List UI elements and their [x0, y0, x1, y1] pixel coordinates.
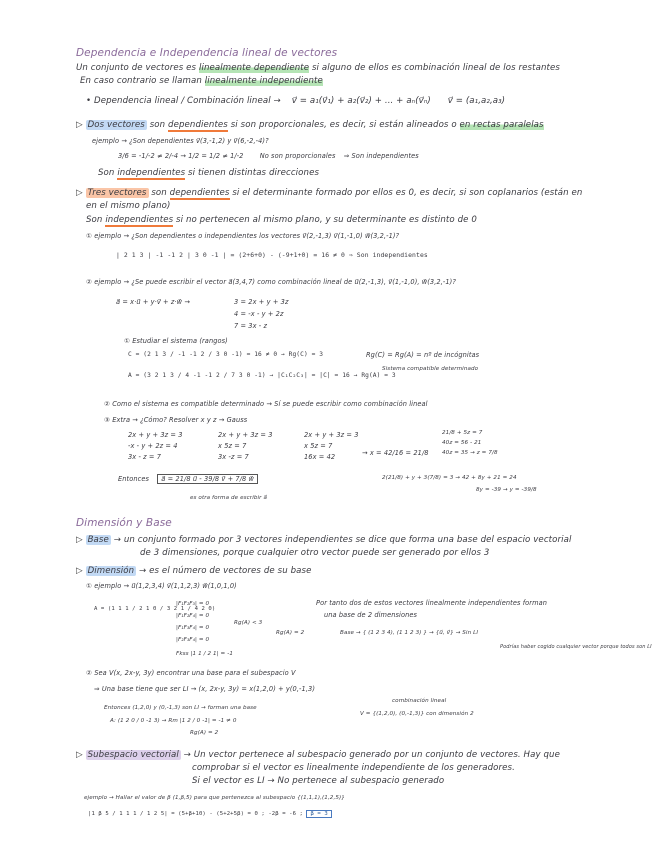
- ejemplo-1-noprop: No son proporcionales: [259, 152, 336, 160]
- ejemplo-3-eq: a⃗ = x·u⃗ + y·v⃗ + z·w⃗ →: [116, 298, 190, 306]
- gauss-r4: 2(21/8) + y + 3(7/8) = 3 → 42 + 8y + 21 = 24: [382, 475, 517, 481]
- dos-d: o: [451, 120, 457, 130]
- base-label: Base: [87, 535, 109, 545]
- ejemplo-5-f: Rg(A) = 2: [190, 730, 219, 736]
- ejemplo-4-t1: Por tanto dos de estos vectores linealmente independientes forman: [316, 599, 548, 607]
- ejemplo-1-calc: [118, 153, 419, 161]
- dos-vectores-label: Dos vectores: [87, 120, 145, 130]
- tres-c: si el determinante formado por ellos es 0, es decir, si son coplanarios (están en: [232, 188, 583, 198]
- indep-line: [98, 168, 319, 178]
- dimension-line: [76, 566, 311, 576]
- tres-indep-line: [86, 215, 477, 225]
- step-3: ③ Extra → ¿Cómo? Resolver x y z → Gauss: [104, 416, 248, 424]
- ejemplo-4-t3: Base → { (1 2 3 4), (1 1 2 3) } → {u⃗, v⃗} → Sin LI: [340, 630, 479, 636]
- entonces-note: es otra forma de escribir a⃗: [190, 495, 267, 501]
- ejemplo-2: ① ejemplo → ¿Son dependientes o independientes los vectores v⃗(2,-1,3) v⃗(1,-1,0) w⃗(3,2,-1)?: [86, 232, 400, 240]
- gauss-5: x 5z = 7: [218, 442, 247, 450]
- ejemplo-1: ejemplo → ¿Son dependientes v⃗(3,-1,2) y v⃗(6,-2,-4)?: [92, 137, 269, 145]
- intro-line-1: [76, 63, 560, 73]
- tres-vectores-label: Tres vectores: [87, 188, 147, 198]
- step-1-A: A = (3 2 1 3 / 4 -1 -1 2 / 7 3 0 -1) → |C₁C₂C₃| = |C| = 16 → Rg(A) = 3: [128, 372, 396, 379]
- dos-c: si son proporcionales, es decir, si están alineados: [230, 120, 449, 130]
- section-title-dimension: Dimensión y Base: [76, 517, 172, 529]
- ejemplo-5-b: combinación lineal: [392, 698, 447, 704]
- base-a: → un conjunto formado por 3 vectores independientes se dice que forma una base del espacio vectorial: [113, 535, 572, 545]
- entonces-label: Entonces: [118, 475, 150, 483]
- ejemplo-1-result: ⇒ Son independientes: [343, 152, 419, 160]
- tres-independientes: independientes: [105, 215, 174, 225]
- ejemplo-4-t4: Podrías haber cogido cualquier vector porque todos son LI: [500, 644, 652, 650]
- ejemplo-6: ejemplo → Hallar el valor de β (1,β,5) para que pertenezca al subespacio {(1,1,1),(1,2,5)}: [84, 795, 345, 801]
- tres-e: Son: [86, 215, 103, 225]
- ejemplo-5-a: ⇒ Una base tiene que ser LI → (x, 2x-y, 3y) = x(1,2,0) + y(0,-1,3): [94, 685, 315, 693]
- tres-vectores-line: [76, 188, 582, 198]
- ejemplo-4-r5: Fkss |1 1 / 2 1| = -1: [176, 651, 233, 657]
- indep-independientes: independientes: [117, 168, 186, 178]
- step-1-rank: Rg(C) = Rg(A) = nº de incógnitas: [366, 351, 480, 359]
- subespacio-c: Si el vector es LI → No pertenece al subespacio generado: [192, 776, 445, 786]
- indep-a: Son: [98, 168, 115, 178]
- dep-lineal-label: • Dependencia lineal / Combinación lineal →: [86, 96, 281, 106]
- gauss-4: 2x + y + 3z = 3: [218, 431, 273, 439]
- triangle-bullet-icon: ▷: [76, 535, 83, 545]
- gauss-8: x 5z = 7: [304, 442, 333, 450]
- entonces-formula: a⃗ = 21/8 u⃗ - 39/8 v⃗ + 7/8 w⃗: [157, 474, 258, 484]
- ejemplo-4-r2: |F₁F₂F₄| = 0: [176, 613, 210, 619]
- subespacio-line: [76, 750, 560, 760]
- step-2: ② Como el sistema es compatible determinado → Sí se puede escribir como combinación lineal: [104, 400, 428, 408]
- dimension-a: → es el número de vectores de su base: [139, 566, 312, 576]
- gauss-r2: 40z = 56 - 21: [442, 440, 482, 446]
- ejemplo-4-r4: |F₂F₃F₄| = 0: [176, 637, 210, 643]
- ejemplo-6-det: [88, 811, 332, 818]
- ejemplo-4-rg: Rg(A) < 3: [234, 620, 263, 626]
- gauss-result: → x = 42/16 = 21/8: [362, 449, 429, 457]
- intro-text: Un conjunto de vectores es: [76, 63, 197, 73]
- ejemplo-3: ② ejemplo → ¿Se puede escribir el vector a⃗(3,4,7) como combinación lineal de u⃗(2,-1,3), v⃗(1,-1,0), w⃗(3,2,-1)?: [86, 278, 456, 286]
- dimension-label: Dimensión: [87, 566, 135, 576]
- triangle-bullet-icon: ▷: [76, 566, 83, 576]
- gauss-r1: 21/8 + 5z = 7: [442, 430, 483, 436]
- ejemplo-4-matrix: A = (1 1 1 / 2 1 0 / 3 2 1 / 4 2 0): [94, 606, 216, 612]
- ejemplo-4-rg2: Rg(A) = 2: [276, 630, 305, 636]
- triangle-bullet-icon: ▷: [76, 750, 83, 760]
- highlight-li: linealmente independiente: [204, 76, 323, 86]
- tres-a: son: [151, 188, 167, 198]
- base-b: de 3 dimensiones, porque cualquier otro vector puede ser generado por ellos 3: [140, 548, 490, 558]
- triangle-bullet-icon: ▷: [76, 120, 83, 130]
- triangle-bullet-icon: ▷: [76, 188, 83, 198]
- step-1: ① Estudiar el sistema (rangos): [124, 337, 228, 345]
- subespacio-b: comprobar si el vector es linealmente independiente de los generadores.: [192, 763, 515, 773]
- ejemplo-5-e: A: (1 2 0 / 0 -1 3) → Rm |1 2 / 0 -1| = -1 ≠ 0: [110, 718, 237, 724]
- tres-dependientes: dependientes: [169, 188, 230, 198]
- dos-vectores-line: [76, 120, 544, 130]
- intro-line-2: [80, 76, 323, 86]
- ejemplo-4-r1: |F₁F₂F₃| = 0: [176, 601, 210, 607]
- base-line: [76, 535, 571, 545]
- ejemplo-3-sys-2: 4 = -x - y + 2z: [234, 310, 284, 318]
- ejemplo-5-d: V = {(1,2,0), (0,-1,3)} con dimensión 2: [360, 711, 474, 717]
- ejemplo-6-result: β = 3: [306, 810, 331, 818]
- dos-a: son: [149, 120, 166, 130]
- ejemplo-6-det-calc: |1 β 5 / 1 1 1 / 1 2 5| = (5+β+10) - (5+2+5β) = 0 ; -2β = -6 ;: [88, 811, 303, 817]
- gauss-6: 3x -z = 7: [218, 453, 249, 461]
- ejemplo-3-sys-3: 7 = 3x - z: [234, 322, 268, 330]
- intro-text-2: si alguno de ellos es combinación lineal de los restantes: [311, 63, 560, 73]
- intro-text-3: En caso contrario se llaman: [80, 76, 202, 86]
- gauss-r3: 40z = 35 → z = 7/8: [442, 450, 498, 456]
- indep-c: si tienen distintas direcciones: [188, 168, 320, 178]
- gauss-r5: 8y = -39 → y = -39/8: [476, 487, 537, 493]
- dep-lineal-line: [86, 96, 505, 106]
- dep-formula-2: v⃗ = (a₁,a₂,a₃): [447, 96, 506, 106]
- tres-g: si no pertenecen al mismo plano, y su determinante es distinto de 0: [176, 215, 477, 225]
- ejemplo-5-c: Entonces (1,2,0) y (0,-1,3) son LI → forman una base: [104, 705, 257, 711]
- gauss-7: 2x + y + 3z = 3: [304, 431, 359, 439]
- ejemplo-3-sys-1: 3 = 2x + y + 3z: [234, 298, 289, 306]
- entonces-line: [118, 476, 258, 484]
- gauss-1: 2x + y + 3z = 3: [128, 431, 183, 439]
- tres-d: en el mismo plano): [86, 201, 171, 211]
- ejemplo-4-t2: una base de 2 dimensiones: [324, 611, 418, 619]
- ejemplo-5: ② Sea V(x, 2x-y, 3y) encontrar una base para el subespacio V: [86, 669, 296, 677]
- highlight-ld: linealmente dependiente: [198, 63, 310, 73]
- step-1-scd: Sistema compatible determinado: [382, 366, 479, 372]
- gauss-9: 16x = 42: [304, 453, 336, 461]
- section-title-dependencia: Dependencia e Independencia lineal de vectores: [76, 47, 338, 59]
- ejemplo-2-det: | 2 1 3 | -1 -1 2 | 3 0 -1 | = (2+6+0) - (-9+1+0) = 16 ≠ 0 ⇒ Son independientes: [116, 251, 428, 259]
- dos-paralelas: en rectas paralelas: [459, 120, 544, 130]
- gauss-2: -x - y + 2z = 4: [128, 442, 178, 450]
- ejemplo-1-fraction: 3/6 = -1/-2 ≠ 2/-4 → 1/2 = 1/2 ≠ 1/-2: [118, 152, 244, 160]
- subespacio-label: Subespacio vectorial: [87, 750, 179, 760]
- dos-dependientes: dependientes: [168, 120, 228, 130]
- dep-formula: v⃗ = a₁(v⃗₁) + a₂(v⃗₂) + ... + aₙ(v⃗ₙ): [291, 96, 431, 106]
- subespacio-a: → Un vector pertenece al subespacio generado por un conjunto de vectores. Hay que: [183, 750, 560, 760]
- gauss-3: 3x - z = 7: [128, 453, 162, 461]
- step-1-C: C = (2 1 3 / -1 -1 2 / 3 0 -1) = 16 ≠ 0 → Rg(C) = 3: [128, 351, 324, 358]
- ejemplo-4: ① ejemplo → u⃗(1,2,3,4) v⃗(1,1,2,3) w⃗(1,0,1,0): [86, 582, 237, 590]
- ejemplo-4-r3: |F₁F₃F₄| = 0: [176, 625, 210, 631]
